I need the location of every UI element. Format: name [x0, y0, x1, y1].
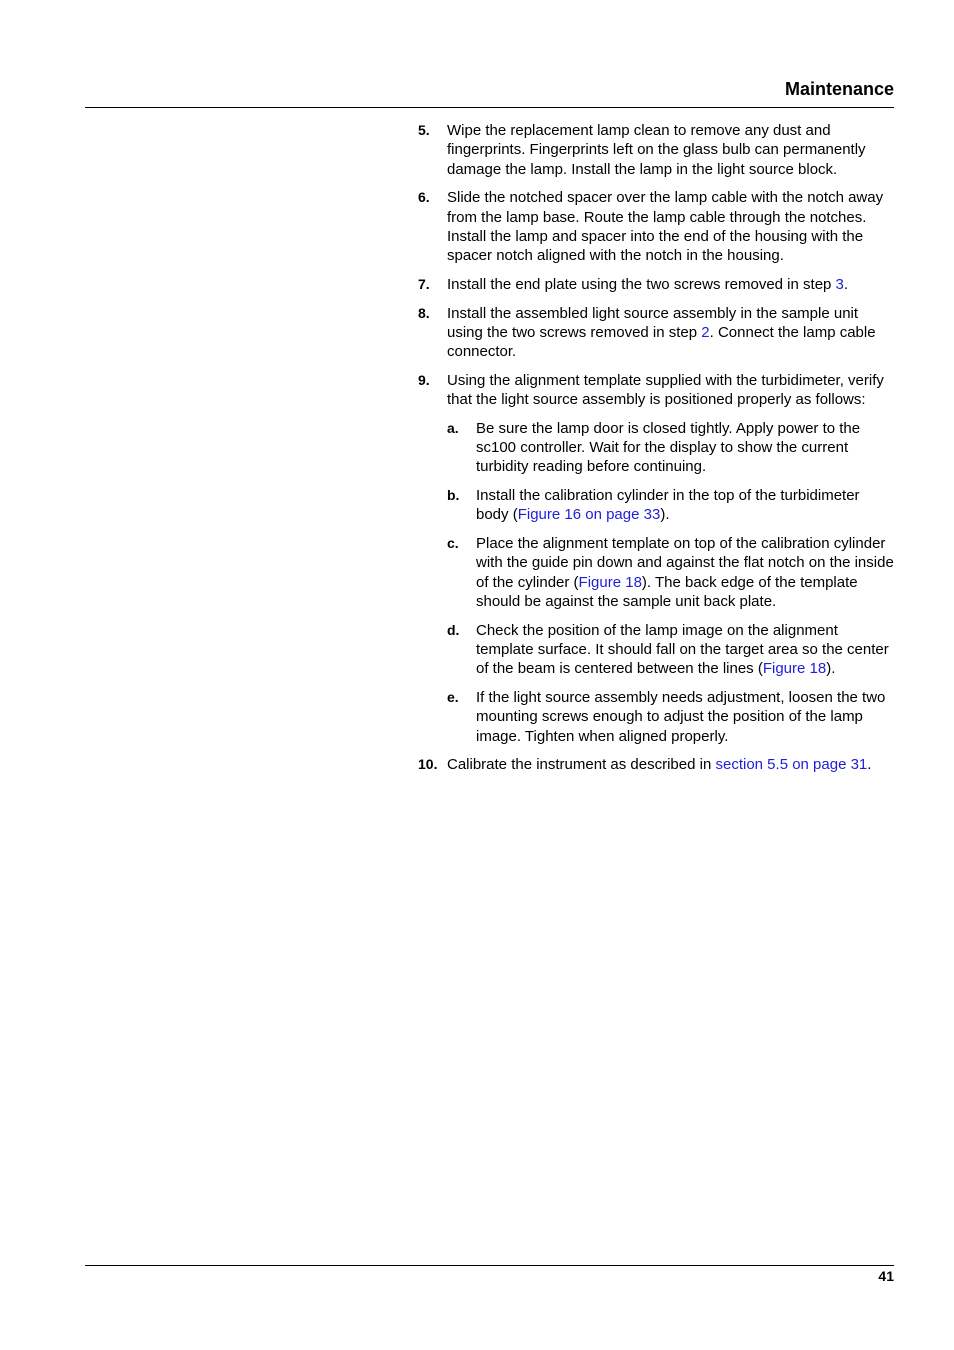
- substep-list: [447, 419, 896, 746]
- step-text-run: .: [843, 275, 849, 293]
- footer-rule: [85, 1265, 894, 1266]
- step-text-run: Place the alignment template on top of the calibration cylinder with the guide pin down and against the flat notch on the inside of the cylinder (: [476, 535, 894, 591]
- step-text-run: Install the end plate using the two screws removed in step: [447, 275, 836, 293]
- step-text-run: Wipe the replacement lamp clean to remove any dust and fingerprints. Fingerprints left on the glass bulb can permanently damage the lamp. Install the lamp in the light source block.: [447, 122, 866, 178]
- step-text: [447, 188, 896, 265]
- substep-letter: d.: [447, 621, 460, 638]
- step: [418, 371, 896, 746]
- step-number: 8.: [418, 304, 430, 321]
- step: [418, 755, 896, 774]
- step-number: 7.: [418, 275, 430, 292]
- substep-text: [476, 486, 896, 525]
- substep-letter: c.: [447, 535, 459, 552]
- procedure-steps: [418, 121, 896, 784]
- step-text: [447, 275, 896, 294]
- page-header-title: Maintenance: [784, 79, 894, 99]
- step: [418, 304, 896, 362]
- step-text-run: Be sure the lamp door is closed tightly. Apply power to the sc100 controller. Wait for the display to show the current turbidity reading before continuing.: [476, 419, 861, 476]
- step-text-run: ).: [826, 660, 836, 678]
- substep-letter: a.: [447, 419, 459, 436]
- substep: [447, 419, 896, 477]
- cross-reference-link[interactable]: 3: [835, 275, 844, 293]
- substep: [447, 621, 896, 679]
- step-text-run: . Connect the lamp cable connector.: [447, 323, 876, 361]
- step-text-run: If the light source assembly needs adjustment, loosen the two mounting screws enough to adjust the position of the lamp image. Tighten when aligned properly.: [476, 688, 886, 745]
- substep: [447, 486, 896, 525]
- step-number: 5.: [418, 122, 430, 138]
- substep-text: [476, 688, 896, 746]
- step-text: [447, 121, 896, 179]
- substep-letter: b.: [447, 487, 460, 504]
- substep-text: [476, 534, 896, 611]
- step-text-run: Install the calibration cylinder in the top of the turbidimeter body (: [476, 487, 860, 524]
- cross-reference-link[interactable]: Figure 18: [762, 660, 827, 678]
- substep-text: [476, 419, 896, 477]
- step-text-run: Install the assembled light source assembly in the sample unit using the two screws removed in step: [447, 304, 859, 341]
- page-number: 41: [878, 1268, 894, 1284]
- substep: [447, 534, 896, 611]
- cross-reference-link[interactable]: Figure 16 on page 33: [517, 506, 661, 524]
- step-number: 6.: [418, 189, 430, 206]
- cross-reference-link[interactable]: 2: [701, 323, 710, 341]
- step-number: 10.: [418, 756, 438, 773]
- step-text-run: ). The back edge of the template should be against the sample unit back plate.: [476, 573, 858, 610]
- step-number: 9.: [418, 371, 430, 388]
- substep-letter: e.: [447, 688, 459, 705]
- step-text-run: ).: [660, 506, 670, 524]
- step-text: [447, 304, 896, 362]
- substep: [447, 688, 896, 746]
- step: [418, 275, 896, 294]
- step-text-run: Using the alignment template supplied with the turbidimeter, verify that the light source assembly is positioned properly as follows:: [447, 371, 884, 409]
- step-text-run: Slide the notched spacer over the lamp cable with the notch away from the lamp base. Route the lamp cable through the notches. Install the lamp and spacer into the end of the housing with the spacer notch aligned with the notch in the housing.: [447, 189, 884, 265]
- cross-reference-link[interactable]: section 5.5 on page 31: [715, 756, 868, 774]
- header-rule: [85, 107, 894, 108]
- step-text: [447, 371, 896, 410]
- substep-text: [476, 621, 896, 679]
- step-text: [447, 755, 896, 774]
- step-text-run: Check the position of the lamp image on the alignment template surface. It should fall on the target area so the center of the beam is centered between the lines (: [476, 621, 889, 678]
- cross-reference-link[interactable]: Figure 18: [578, 573, 642, 591]
- step-text-run: Calibrate the instrument as described in: [447, 756, 716, 774]
- step-text-run: .: [867, 756, 872, 774]
- step: [418, 188, 896, 265]
- step: [418, 121, 896, 179]
